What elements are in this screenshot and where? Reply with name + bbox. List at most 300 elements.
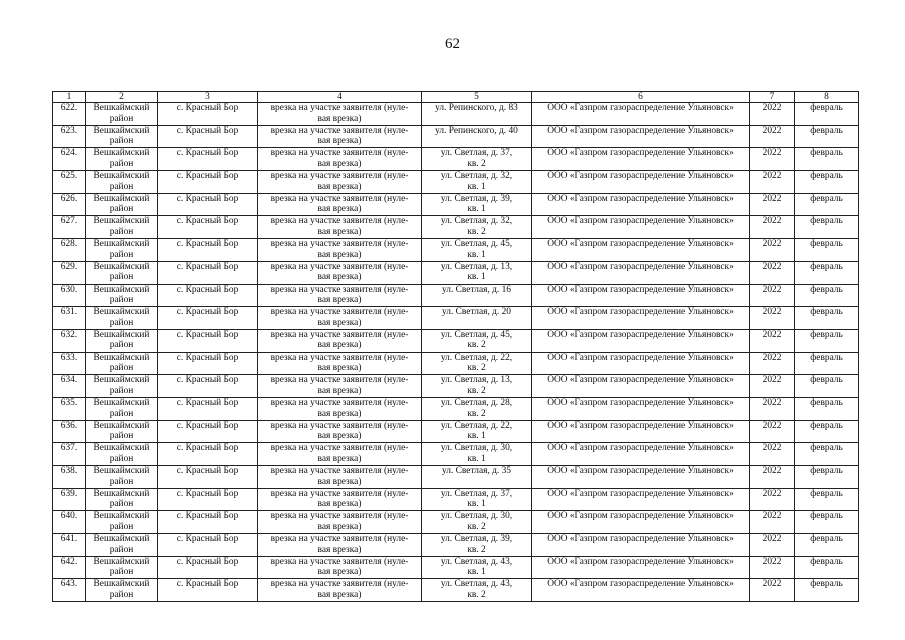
row-number: 624.	[53, 148, 86, 171]
work-type-line: вая врезка)	[317, 408, 362, 419]
work-type-line: врезка на участке заявителя (нуле-	[270, 307, 409, 318]
settlement-cell: с. Красный Бор	[158, 488, 258, 511]
district-cell	[86, 148, 158, 171]
work-type-cell	[258, 397, 422, 420]
address-line: кв. 2	[467, 590, 486, 601]
year-cell: 2022	[750, 216, 795, 239]
year-cell: 2022	[750, 171, 795, 194]
page-number: 62	[445, 36, 460, 52]
work-type-line: вая врезка)	[317, 590, 362, 601]
address-cell	[422, 103, 532, 126]
address-line: кв. 1	[467, 272, 486, 283]
row-number: 622.	[53, 103, 86, 126]
work-type-line: врезка на участке заявителя (нуле-	[270, 103, 409, 113]
work-type-line: врезка на участке заявителя (нуле-	[270, 352, 409, 363]
district-cell	[86, 420, 158, 443]
work-type-cell	[258, 579, 422, 602]
settlement-cell: с. Красный Бор	[158, 307, 258, 330]
address-line: ул. Светлая, д. 13,	[440, 261, 513, 272]
table-row	[53, 307, 859, 330]
year-cell: 2022	[750, 307, 795, 330]
district-line: Вешкаймский	[93, 103, 150, 113]
row-number: 632.	[53, 329, 86, 352]
district-cell	[86, 375, 158, 398]
settlement-cell: с. Красный Бор	[158, 125, 258, 148]
work-type-line: врезка на участке заявителя (нуле-	[270, 579, 409, 590]
work-type-cell	[258, 443, 422, 466]
work-type-line: вая врезка)	[317, 499, 362, 510]
table-row	[53, 556, 859, 579]
district-cell	[86, 307, 158, 330]
work-type-cell	[258, 556, 422, 579]
settlement-cell: с. Красный Бор	[158, 329, 258, 352]
address-line: ул. Светлая, д. 30,	[440, 511, 513, 522]
work-type-cell	[258, 239, 422, 262]
address-line: кв. 2	[467, 544, 486, 555]
address-cell	[422, 307, 532, 330]
year-cell: 2022	[750, 352, 795, 375]
month-cell: февраль	[795, 466, 859, 489]
year-cell: 2022	[750, 261, 795, 284]
district-line: район	[109, 158, 134, 169]
district-line: Вешкаймский	[93, 329, 150, 340]
column-header: 8	[795, 92, 859, 103]
settlement-cell: с. Красный Бор	[158, 556, 258, 579]
district-cell	[86, 352, 158, 375]
table-row	[53, 284, 859, 307]
work-type-line: врезка на участке заявителя (нуле-	[270, 193, 409, 204]
month-cell: февраль	[795, 284, 859, 307]
settlement-cell: с. Красный Бор	[158, 103, 258, 126]
work-type-line: вая врезка)	[317, 340, 362, 351]
work-type-line: вая врезка)	[317, 363, 362, 374]
row-number: 625.	[53, 171, 86, 194]
organization-cell: ООО «Газпром газораспределение Ульяновск»	[532, 443, 750, 466]
settlement-cell: с. Красный Бор	[158, 171, 258, 194]
district-cell	[86, 261, 158, 284]
district-line: Вешкаймский	[93, 148, 150, 159]
address-cell	[422, 534, 532, 557]
month-cell: февраль	[795, 352, 859, 375]
district-line: Вешкаймский	[93, 193, 150, 204]
district-line: Вешкаймский	[93, 216, 150, 227]
work-type-line: врезка на участке заявителя (нуле-	[270, 261, 409, 272]
district-line: Вешкаймский	[93, 556, 150, 567]
year-cell: 2022	[750, 375, 795, 398]
work-type-line: вая врезка)	[317, 272, 362, 283]
row-number: 623.	[53, 125, 86, 148]
table-row	[53, 103, 859, 126]
district-line: район	[109, 567, 134, 578]
settlement-cell: с. Красный Бор	[158, 420, 258, 443]
district-cell	[86, 511, 158, 534]
month-cell: февраль	[795, 103, 859, 126]
work-type-cell	[258, 511, 422, 534]
row-number: 639.	[53, 488, 86, 511]
district-line: район	[109, 272, 134, 283]
year-cell: 2022	[750, 397, 795, 420]
work-type-cell	[258, 284, 422, 307]
work-type-line: врезка на участке заявителя (нуле-	[270, 148, 409, 159]
work-type-cell	[258, 352, 422, 375]
work-type-cell	[258, 148, 422, 171]
address-line: ул. Светлая, д. 22,	[440, 352, 513, 363]
work-type-line: врезка на участке заявителя (нуле-	[270, 171, 409, 182]
row-number: 635.	[53, 397, 86, 420]
district-cell	[86, 329, 158, 352]
month-cell: февраль	[795, 307, 859, 330]
work-type-line: врезка на участке заявителя (нуле-	[270, 375, 409, 386]
year-cell: 2022	[750, 534, 795, 557]
row-number: 627.	[53, 216, 86, 239]
column-header: 1	[53, 92, 86, 103]
work-type-cell	[258, 171, 422, 194]
district-line: район	[109, 521, 134, 532]
address-cell	[422, 443, 532, 466]
address-line: ул. Светлая, д. 20	[442, 307, 511, 318]
row-number: 629.	[53, 261, 86, 284]
work-type-cell	[258, 193, 422, 216]
district-line: Вешкаймский	[93, 511, 150, 522]
district-cell	[86, 103, 158, 126]
address-line: кв. 1	[467, 453, 486, 464]
work-type-line: врезка на участке заявителя (нуле-	[270, 420, 409, 431]
work-type-line: врезка на участке заявителя (нуле-	[270, 511, 409, 522]
work-type-cell	[258, 466, 422, 489]
district-cell	[86, 284, 158, 307]
settlement-cell: с. Красный Бор	[158, 397, 258, 420]
address-line: кв. 2	[467, 408, 486, 419]
address-cell	[422, 171, 532, 194]
district-cell	[86, 239, 158, 262]
district-cell	[86, 443, 158, 466]
district-line: Вешкаймский	[93, 443, 150, 454]
address-cell	[422, 148, 532, 171]
district-line: Вешкаймский	[93, 239, 150, 250]
year-cell: 2022	[750, 420, 795, 443]
year-cell: 2022	[750, 148, 795, 171]
row-number: 643.	[53, 579, 86, 602]
row-number: 631.	[53, 307, 86, 330]
work-type-line: врезка на участке заявителя (нуле-	[270, 466, 409, 476]
work-type-line: врезка на участке заявителя (нуле-	[270, 216, 409, 227]
work-type-line: вая врезка)	[317, 317, 362, 328]
district-line: район	[109, 499, 134, 510]
work-type-line: вая врезка)	[317, 136, 362, 147]
district-line: Вешкаймский	[93, 579, 150, 590]
organization-cell: ООО «Газпром газораспределение Ульяновск»	[532, 534, 750, 557]
district-line: район	[109, 249, 134, 260]
row-number: 628.	[53, 239, 86, 262]
work-type-line: вая врезка)	[317, 544, 362, 555]
row-number: 642.	[53, 556, 86, 579]
month-cell: февраль	[795, 239, 859, 262]
address-cell	[422, 579, 532, 602]
organization-cell: ООО «Газпром газораспределение Ульяновск»	[532, 103, 750, 126]
row-number: 626.	[53, 193, 86, 216]
organization-cell: ООО «Газпром газораспределение Ульяновск»	[532, 125, 750, 148]
work-type-cell	[258, 216, 422, 239]
address-line: ул. Светлая, д. 45,	[440, 329, 513, 340]
district-line: район	[109, 113, 134, 124]
settlement-cell: с. Красный Бор	[158, 534, 258, 557]
settlement-cell: с. Красный Бор	[158, 216, 258, 239]
row-number: 638.	[53, 466, 86, 489]
district-line: район	[109, 385, 134, 396]
address-cell	[422, 329, 532, 352]
district-cell	[86, 534, 158, 557]
row-number: 641.	[53, 534, 86, 557]
work-type-line: вая врезка)	[317, 204, 362, 215]
district-line: район	[109, 204, 134, 215]
organization-cell: ООО «Газпром газораспределение Ульяновск»	[532, 511, 750, 534]
address-line: ул. Светлая, д. 43,	[440, 579, 513, 590]
table-row	[53, 193, 859, 216]
address-line: кв. 1	[467, 431, 486, 442]
table-body	[53, 103, 859, 602]
address-line: кв. 2	[467, 521, 486, 532]
month-cell: февраль	[795, 148, 859, 171]
district-line: район	[109, 453, 134, 464]
address-line: ул. Светлая, д. 16	[442, 284, 511, 295]
work-type-line: врезка на участке заявителя (нуле-	[270, 534, 409, 545]
table-row	[53, 534, 859, 557]
district-cell	[86, 171, 158, 194]
month-cell: февраль	[795, 216, 859, 239]
row-number: 633.	[53, 352, 86, 375]
organization-cell: ООО «Газпром газораспределение Ульяновск»	[532, 171, 750, 194]
settlement-cell: с. Красный Бор	[158, 579, 258, 602]
organization-cell: ООО «Газпром газораспределение Ульяновск»	[532, 579, 750, 602]
column-header: 7	[750, 92, 795, 103]
work-type-line: врезка на участке заявителя (нуле-	[270, 125, 409, 136]
address-line: ул. Светлая, д. 43,	[440, 556, 513, 567]
table-row	[53, 375, 859, 398]
month-cell: февраль	[795, 261, 859, 284]
district-line: район	[109, 590, 134, 601]
address-line: ул. Светлая, д. 39,	[440, 193, 513, 204]
row-number: 637.	[53, 443, 86, 466]
work-type-cell	[258, 329, 422, 352]
organization-cell: ООО «Газпром газораспределение Ульяновск»	[532, 193, 750, 216]
address-cell	[422, 193, 532, 216]
organization-cell: ООО «Газпром газораспределение Ульяновск»	[532, 375, 750, 398]
work-type-line: вая врезка)	[317, 249, 362, 260]
month-cell: февраль	[795, 511, 859, 534]
month-cell: февраль	[795, 329, 859, 352]
column-header: 3	[158, 92, 258, 103]
address-line: кв. 1	[467, 181, 486, 192]
work-type-line: врезка на участке заявителя (нуле-	[270, 443, 409, 454]
column-header: 4	[258, 92, 422, 103]
year-cell: 2022	[750, 329, 795, 352]
district-line: Вешкаймский	[93, 375, 150, 386]
year-cell: 2022	[750, 284, 795, 307]
work-type-line: врезка на участке заявителя (нуле-	[270, 488, 409, 499]
address-cell	[422, 466, 532, 489]
district-line: район	[109, 476, 134, 487]
address-cell	[422, 420, 532, 443]
work-type-cell	[258, 261, 422, 284]
address-cell	[422, 488, 532, 511]
district-line: Вешкаймский	[93, 307, 150, 318]
row-number: 640.	[53, 511, 86, 534]
address-line: ул. Светлая, д. 35	[442, 466, 511, 476]
address-cell	[422, 284, 532, 307]
organization-cell: ООО «Газпром газораспределение Ульяновск»	[532, 307, 750, 330]
work-type-line: вая врезка)	[317, 113, 362, 124]
organization-cell: ООО «Газпром газораспределение Ульяновск»	[532, 148, 750, 171]
month-cell: февраль	[795, 375, 859, 398]
work-type-line: вая врезка)	[317, 227, 362, 238]
registry-table	[52, 91, 859, 602]
organization-cell: ООО «Газпром газораспределение Ульяновск»	[532, 488, 750, 511]
work-type-line: вая врезка)	[317, 567, 362, 578]
month-cell: февраль	[795, 579, 859, 602]
work-type-line: вая врезка)	[317, 431, 362, 442]
work-type-line: вая врезка)	[317, 453, 362, 464]
district-line: район	[109, 317, 134, 328]
district-line: Вешкаймский	[93, 171, 150, 182]
table-row	[53, 579, 859, 602]
district-line: Вешкаймский	[93, 488, 150, 499]
organization-cell: ООО «Газпром газораспределение Ульяновск»	[532, 420, 750, 443]
settlement-cell: с. Красный Бор	[158, 352, 258, 375]
district-cell	[86, 488, 158, 511]
work-type-line: вая врезка)	[317, 385, 362, 396]
district-line: Вешкаймский	[93, 261, 150, 272]
column-header: 2	[86, 92, 158, 103]
address-line: ул. Светлая, д. 22,	[440, 420, 513, 431]
address-cell	[422, 261, 532, 284]
table-row	[53, 352, 859, 375]
address-line: ул. Репинского, д. 40	[435, 125, 518, 136]
month-cell: февраль	[795, 534, 859, 557]
column-header: 6	[532, 92, 750, 103]
address-line: ул. Светлая, д. 28,	[440, 397, 513, 408]
district-line: Вешкаймский	[93, 397, 150, 408]
column-number-row	[53, 92, 859, 103]
month-cell: февраль	[795, 397, 859, 420]
work-type-cell	[258, 103, 422, 126]
organization-cell: ООО «Газпром газораспределение Ульяновск»	[532, 261, 750, 284]
year-cell: 2022	[750, 193, 795, 216]
settlement-cell: с. Красный Бор	[158, 284, 258, 307]
district-line: район	[109, 408, 134, 419]
address-line: кв. 2	[467, 340, 486, 351]
district-cell	[86, 193, 158, 216]
address-line: кв. 1	[467, 204, 486, 215]
district-line: Вешкаймский	[93, 534, 150, 545]
address-line: ул. Светлая, д. 13,	[440, 375, 513, 386]
work-type-cell	[258, 307, 422, 330]
table-row	[53, 171, 859, 194]
address-line: ул. Светлая, д. 45,	[440, 239, 513, 250]
district-cell	[86, 216, 158, 239]
work-type-line: вая врезка)	[317, 295, 362, 306]
year-cell: 2022	[750, 103, 795, 126]
organization-cell: ООО «Газпром газораспределение Ульяновск»	[532, 397, 750, 420]
work-type-line: вая врезка)	[317, 158, 362, 169]
district-line: Вешкаймский	[93, 466, 150, 476]
table-row	[53, 148, 859, 171]
district-cell	[86, 466, 158, 489]
address-cell	[422, 125, 532, 148]
work-type-line: врезка на участке заявителя (нуле-	[270, 556, 409, 567]
row-number: 636.	[53, 420, 86, 443]
month-cell: февраль	[795, 420, 859, 443]
work-type-cell	[258, 534, 422, 557]
month-cell: февраль	[795, 171, 859, 194]
work-type-line: врезка на участке заявителя (нуле-	[270, 397, 409, 408]
address-line: ул. Светлая, д. 32,	[440, 171, 513, 182]
district-line: Вешкаймский	[93, 352, 150, 363]
table-row	[53, 329, 859, 352]
organization-cell: ООО «Газпром газораспределение Ульяновск»	[532, 329, 750, 352]
work-type-line: вая врезка)	[317, 521, 362, 532]
organization-cell: ООО «Газпром газораспределение Ульяновск»	[532, 352, 750, 375]
month-cell: февраль	[795, 125, 859, 148]
address-cell	[422, 375, 532, 398]
work-type-cell	[258, 375, 422, 398]
month-cell: февраль	[795, 488, 859, 511]
district-line: Вешкаймский	[93, 284, 150, 295]
district-cell	[86, 556, 158, 579]
address-line: кв. 2	[467, 363, 486, 374]
settlement-cell: с. Красный Бор	[158, 193, 258, 216]
settlement-cell: с. Красный Бор	[158, 239, 258, 262]
work-type-line: врезка на участке заявителя (нуле-	[270, 329, 409, 340]
table-row	[53, 261, 859, 284]
table-row	[53, 466, 859, 489]
address-line: кв. 1	[467, 499, 486, 510]
address-cell	[422, 397, 532, 420]
row-number: 634.	[53, 375, 86, 398]
organization-cell: ООО «Газпром газораспределение Ульяновск»	[532, 466, 750, 489]
year-cell: 2022	[750, 579, 795, 602]
column-header: 5	[422, 92, 532, 103]
address-cell	[422, 216, 532, 239]
address-cell	[422, 352, 532, 375]
work-type-cell	[258, 125, 422, 148]
address-line: кв. 2	[467, 227, 486, 238]
year-cell: 2022	[750, 511, 795, 534]
organization-cell: ООО «Газпром газораспределение Ульяновск»	[532, 556, 750, 579]
address-line: ул. Репинского, д. 83	[435, 103, 518, 113]
address-line: кв. 2	[467, 385, 486, 396]
address-line: ул. Светлая, д. 32,	[440, 216, 513, 227]
address-line: кв. 1	[467, 567, 486, 578]
table-row	[53, 488, 859, 511]
table-row	[53, 397, 859, 420]
address-line: ул. Светлая, д. 30,	[440, 443, 513, 454]
address-line: ул. Светлая, д. 37,	[440, 488, 513, 499]
work-type-line: врезка на участке заявителя (нуле-	[270, 284, 409, 295]
row-number: 630.	[53, 284, 86, 307]
district-line: район	[109, 431, 134, 442]
month-cell: февраль	[795, 193, 859, 216]
address-cell	[422, 556, 532, 579]
district-line: район	[109, 227, 134, 238]
district-line: Вешкаймский	[93, 420, 150, 431]
work-type-line: вая врезка)	[317, 476, 362, 487]
table-row	[53, 239, 859, 262]
organization-cell: ООО «Газпром газораспределение Ульяновск»	[532, 284, 750, 307]
organization-cell: ООО «Газпром газораспределение Ульяновск»	[532, 216, 750, 239]
settlement-cell: с. Красный Бор	[158, 511, 258, 534]
district-line: район	[109, 363, 134, 374]
settlement-cell: с. Красный Бор	[158, 466, 258, 489]
